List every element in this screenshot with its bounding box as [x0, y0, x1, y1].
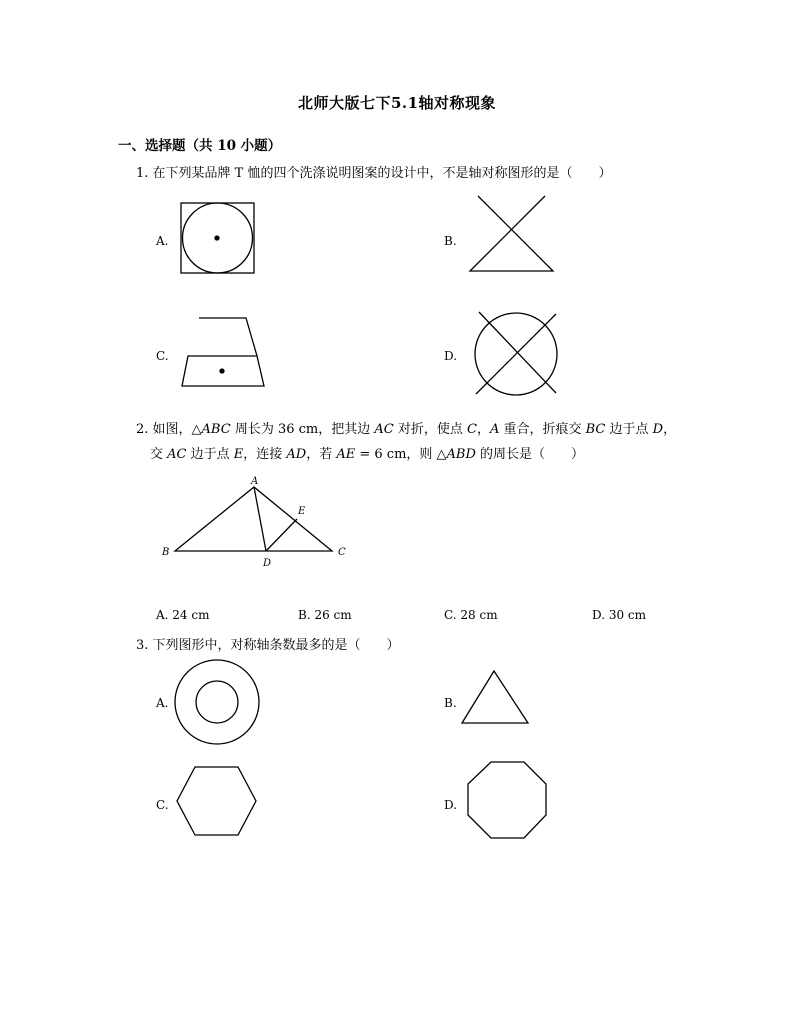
q3-option-a-label: A.: [156, 696, 169, 710]
q1-option-c-label: C.: [156, 349, 169, 363]
q2-label-e: E: [298, 506, 306, 517]
question-1-text: 1. 在下列某品牌 T 恤的四个洗涤说明图案的设计中，不是轴对称图形的是（ ）: [136, 166, 612, 181]
q1-option-a-label: A.: [156, 234, 169, 248]
q3-option-d-label: D.: [444, 798, 458, 812]
question-2-line-1: 2. 如图，△ABC 周长为 36 cm，把其边 AC 对折，使点 C，A 重合，折痕交 BC 边于点 D，: [136, 422, 677, 437]
q2-label-a: A: [251, 476, 259, 487]
q2-option-d: D. 30 cm: [592, 608, 647, 622]
q3-option-b-label: B.: [444, 696, 457, 710]
q1-option-b-label: B.: [444, 234, 457, 248]
q3-fig-d-octagon: [468, 762, 546, 838]
question-3-text: 3. 下列图形中，对称轴条数最多的是（ ）: [136, 638, 400, 653]
q2-option-b: B. 26 cm: [298, 608, 352, 622]
q2-label-d: D: [263, 558, 272, 569]
page-title: 北师大版七下5.1轴对称现象: [297, 94, 497, 112]
q2-label-c: C: [338, 547, 346, 558]
q2-option-c: C. 28 cm: [444, 608, 498, 622]
q3-option-c-label: C.: [156, 798, 169, 812]
q2-option-a: A. 24 cm: [156, 608, 210, 622]
question-2-line-2: 交 AC 边于点 E，连接 AD，若 AE = 6 cm，则 △ABD 的周长是（ ）: [150, 447, 585, 462]
q1-option-d-label: D.: [444, 349, 458, 363]
section-heading: 一、选择题（共 10 小题）: [118, 138, 282, 154]
q2-label-b: B: [162, 547, 170, 558]
